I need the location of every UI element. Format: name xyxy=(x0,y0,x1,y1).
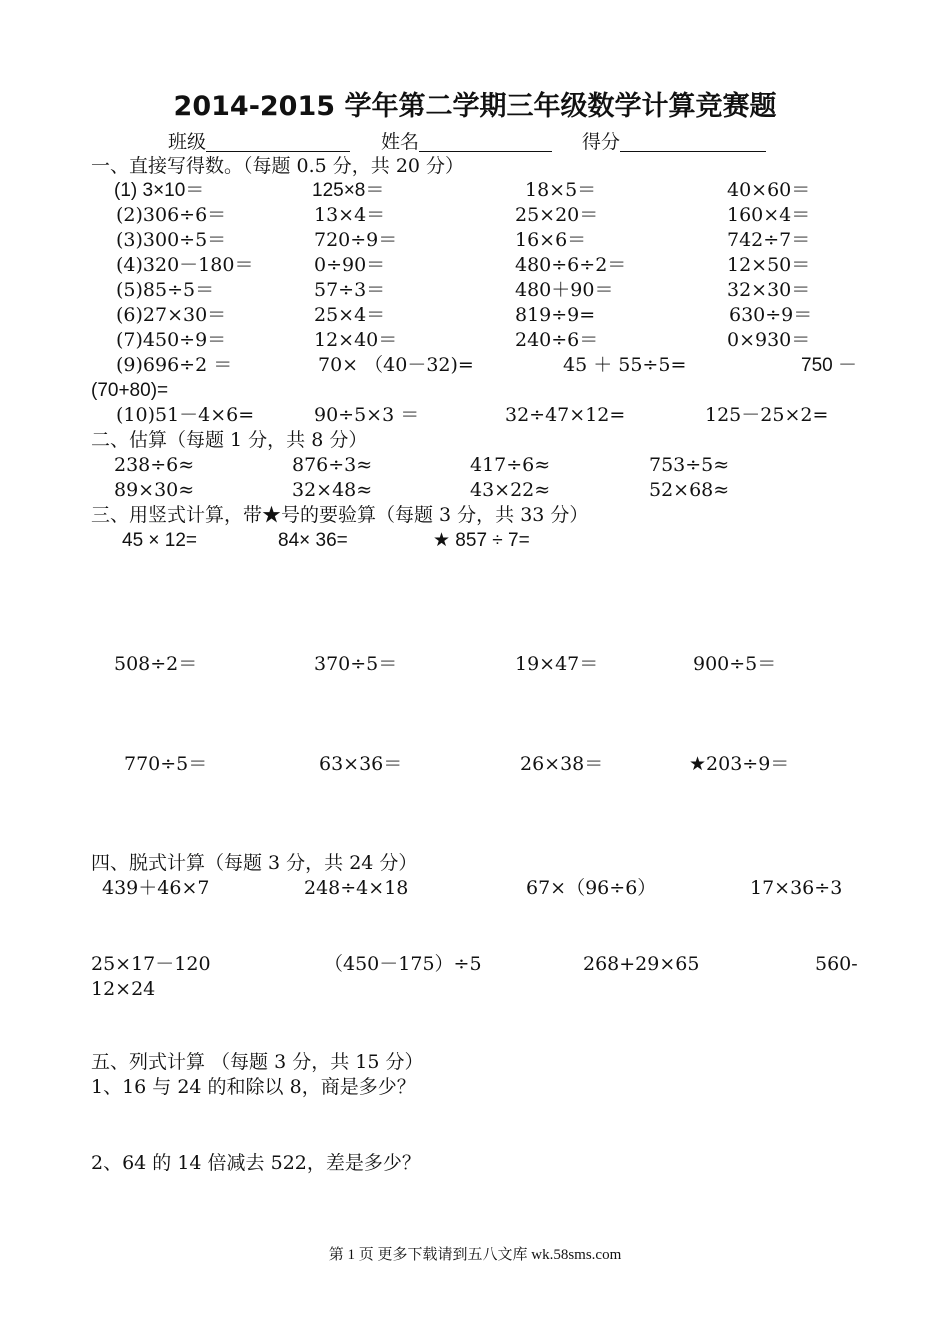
problem: 819÷9= xyxy=(515,304,596,326)
problem: 70× （40－32)= xyxy=(318,354,474,376)
step-calc-problem: 17×36÷3 xyxy=(750,877,843,899)
problem: 630÷9＝ xyxy=(729,304,813,326)
problem: (1) 3×10＝ xyxy=(114,180,205,201)
name-blank xyxy=(419,133,552,152)
name-field xyxy=(381,133,552,152)
problem: 32÷47×12= xyxy=(505,404,626,426)
problem: 750 － xyxy=(801,355,857,376)
problem: 240÷6＝ xyxy=(515,329,599,351)
score-field xyxy=(582,133,766,152)
estimate-problem: 876÷3≈ xyxy=(292,454,373,476)
estimate-problem: 417÷6≈ xyxy=(470,454,551,476)
problem: 720÷9＝ xyxy=(314,229,398,251)
class-label: 班级 xyxy=(168,131,207,153)
problem: 25×4＝ xyxy=(314,304,386,326)
step-calc-problem: 67×（96÷6） xyxy=(526,877,657,899)
vertical-calc-problem: 84× 36= xyxy=(278,530,348,551)
section3-heading: 三、用竖式计算，带★号的要验算（每题 3 分，共 33 分） xyxy=(91,504,589,526)
name-label: 姓名 xyxy=(381,131,420,153)
problem: (2)306÷6＝ xyxy=(116,204,227,226)
vertical-calc-problem: 63×36＝ xyxy=(319,753,403,775)
estimate-problem: 43×22≈ xyxy=(470,479,551,501)
estimate-problem: 238÷6≈ xyxy=(114,454,195,476)
section1-heading: 一、直接写得数。（每题 0.5 分，共 20 分） xyxy=(91,155,465,177)
word-problem-2: 2、64 的 14 倍减去 522，差是多少？ xyxy=(91,1152,421,1174)
vertical-calc-problem: 370÷5＝ xyxy=(314,653,398,675)
problem: 16×6＝ xyxy=(515,229,587,251)
vertical-calc-problem: 45 × 12= xyxy=(122,530,198,551)
step-calc-problem: 439＋46×7 xyxy=(102,877,210,899)
word-problem-1: 1、16 与 24 的和除以 8，商是多少？ xyxy=(91,1076,416,1098)
page-title: 2014-2015 学年第二学期三年级数学计算竞赛题 xyxy=(173,91,777,122)
problem: 742÷7＝ xyxy=(727,229,811,251)
problem: 480÷6÷2＝ xyxy=(515,254,627,276)
problem-continuation: 12×24 xyxy=(91,978,156,1000)
step-calc-problem: 25×17－120 xyxy=(91,953,211,975)
estimate-problem: 753÷5≈ xyxy=(649,454,730,476)
problem: 13×4＝ xyxy=(314,204,386,226)
problem: (5)85÷5＝ xyxy=(116,279,215,301)
problem: 0÷90＝ xyxy=(314,254,386,276)
vertical-calc-problem: ★203÷9＝ xyxy=(689,753,790,775)
problem: 12×50＝ xyxy=(727,254,811,276)
problem: 32×30＝ xyxy=(727,279,811,301)
problem: 18×5＝ xyxy=(525,179,597,201)
vertical-calc-problem: 900÷5＝ xyxy=(693,653,777,675)
score-label: 得分 xyxy=(582,131,621,153)
problem: 45 ＋ 55÷5= xyxy=(563,354,687,376)
problem: 12×40＝ xyxy=(314,329,398,351)
problem: 160×4＝ xyxy=(727,204,811,226)
vertical-calc-problem: 19×47＝ xyxy=(515,653,599,675)
section2-heading: 二、估算（每题 1 分，共 8 分） xyxy=(91,429,368,451)
problem: 40×60＝ xyxy=(727,179,811,201)
vertical-calc-problem: 508÷2＝ xyxy=(114,653,198,675)
step-calc-problem: 268+29×65 xyxy=(583,953,700,975)
estimate-problem: 52×68≈ xyxy=(649,479,730,501)
vertical-calc-problem: 770÷5＝ xyxy=(124,753,208,775)
problem: 125×8＝ xyxy=(312,180,385,201)
problem: (10)51－4×6= xyxy=(116,404,255,426)
problem: 125－25×2= xyxy=(705,404,829,426)
problem: (4)320－180＝ xyxy=(116,254,254,276)
problem: 480＋90＝ xyxy=(515,279,614,301)
vertical-calc-problem: ★ 857 ÷ 7= xyxy=(433,530,530,551)
score-blank xyxy=(620,133,766,152)
problem: (6)27×30＝ xyxy=(116,304,227,326)
estimate-problem: 32×48≈ xyxy=(292,479,373,501)
vertical-calc-problem: 26×38＝ xyxy=(520,753,604,775)
problem: (9)696÷2 ＝ xyxy=(116,354,233,376)
section5-heading: 五、列式计算 （每题 3 分，共 15 分） xyxy=(91,1051,424,1073)
step-calc-problem: 248÷4×18 xyxy=(304,877,409,899)
problem: 57÷3＝ xyxy=(314,279,386,301)
estimate-problem: 89×30≈ xyxy=(114,479,195,501)
class-field xyxy=(168,133,350,152)
step-calc-problem: 560- xyxy=(815,953,858,975)
step-calc-problem: （450－175）÷5 xyxy=(324,953,482,975)
problem: (7)450÷9＝ xyxy=(116,329,227,351)
class-blank xyxy=(206,133,350,152)
section4-heading: 四、脱式计算（每题 3 分，共 24 分） xyxy=(91,852,418,874)
page-footer: 第 1 页 更多下载请到五八文库 wk.58sms.com xyxy=(328,1247,622,1263)
problem: (3)300÷5＝ xyxy=(116,229,227,251)
problem: 25×20＝ xyxy=(515,204,599,226)
problem: 0×930＝ xyxy=(727,329,811,351)
problem: 90÷5×3 ＝ xyxy=(314,404,420,426)
problem-continuation: (70+80)= xyxy=(91,380,169,401)
